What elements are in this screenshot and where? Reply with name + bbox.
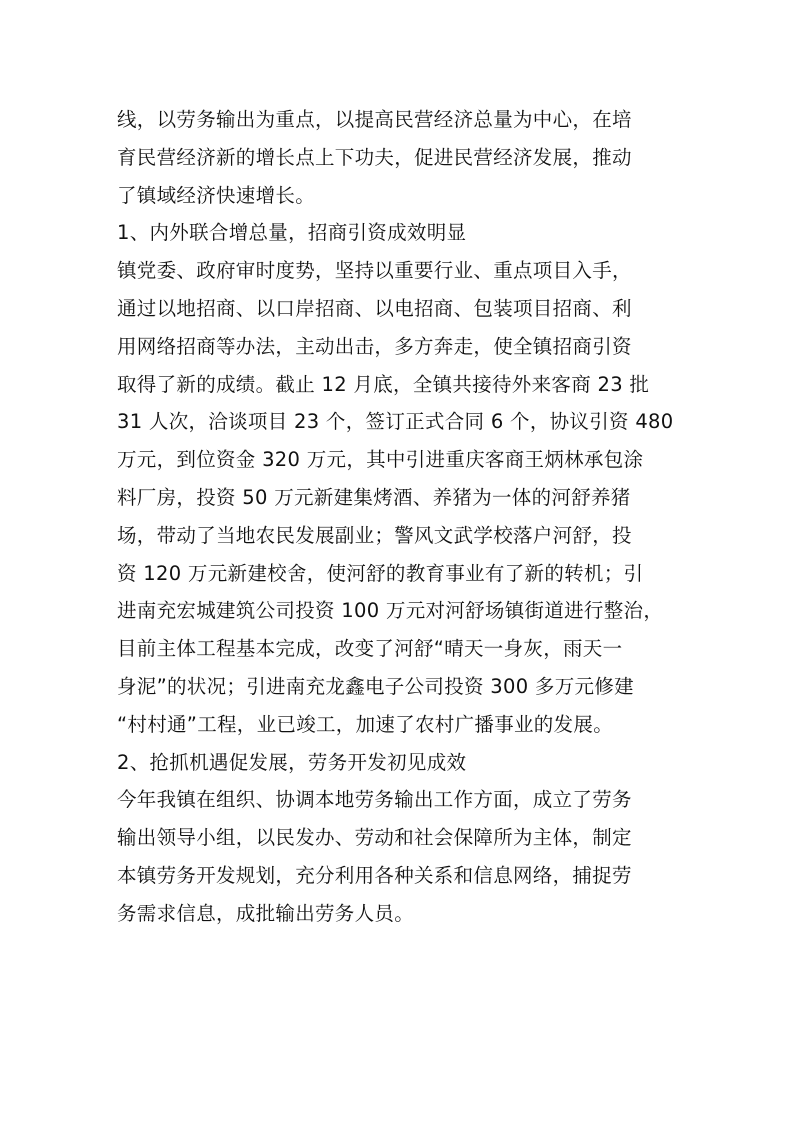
paragraph-line: 通过以地招商、以口岸招商、以电招商、包装项目招商、利 bbox=[117, 296, 632, 320]
paragraph-line: 目前主体工程基本完成，改变了河舒“晴天一身灰，雨天一 bbox=[117, 637, 623, 661]
paragraph-line: 身泥”的状况；引进南充龙鑫电子公司投资 300 多万元修建 bbox=[117, 674, 634, 698]
paragraph-line: 场，带动了当地农民发展副业；警风文武学校落户河舒，投 bbox=[117, 523, 632, 547]
paragraph-line: 本镇劳务开发规划，充分利用各种关系和信息网络，捕捉劳 bbox=[117, 863, 632, 887]
paragraph-line: 务需求信息，成批输出劳务人员。 bbox=[117, 901, 415, 925]
paragraph-line: 输出领导小组，以民发办、劳动和社会保障所为主体，制定 bbox=[117, 826, 632, 850]
paragraph-line: 取得了新的成绩。截止 12 月底，全镇共接待外来客商 23 批 bbox=[117, 372, 650, 396]
paragraph-line: “村村通”工程，业已竣工，加速了农村广播事业的发展。 bbox=[117, 712, 614, 736]
paragraph-line: 31 人次，洽谈项目 23 个，签订正式合同 6 个，协议引资 480 bbox=[117, 410, 674, 434]
paragraph-line: 进南充宏城建筑公司投资 100 万元对河舒场镇街道进行整治， bbox=[117, 599, 664, 623]
section-heading: 1、内外联合增总量，招商引资成效明显 bbox=[117, 221, 467, 245]
paragraph-line: 资 120 万元新建校舍，使河舒的教育事业有了新的转机；引 bbox=[117, 561, 644, 585]
paragraph-line: 镇党委、政府审时度势，坚持以重要行业、重点项目入手， bbox=[117, 259, 632, 283]
section-heading: 2、抢抓机遇促发展，劳务开发初见成效 bbox=[117, 750, 467, 774]
paragraph-line: 料厂房，投资 50 万元新建集烤酒、养猪为一体的河舒养猪 bbox=[117, 485, 631, 509]
paragraph-line: 万元，到位资金 320 万元，其中引进重庆客商王炳林承包涂 bbox=[117, 448, 644, 472]
paragraph-line: 今年我镇在组织、协调本地劳务输出工作方面，成立了劳务 bbox=[117, 788, 632, 812]
paragraph-line: 线，以劳务输出为重点，以提高民营经济总量为中心，在培 bbox=[117, 108, 632, 131]
paragraph-line: 了镇域经济快速增长。 bbox=[117, 183, 316, 207]
paragraph-line: 育民营经济新的增长点上下功夫，促进民营经济发展，推动 bbox=[117, 145, 632, 169]
document-body bbox=[117, 101, 697, 933]
paragraph-line: 用网络招商等办法，主动出击，多方奔走，使全镇招商引资 bbox=[117, 334, 632, 358]
